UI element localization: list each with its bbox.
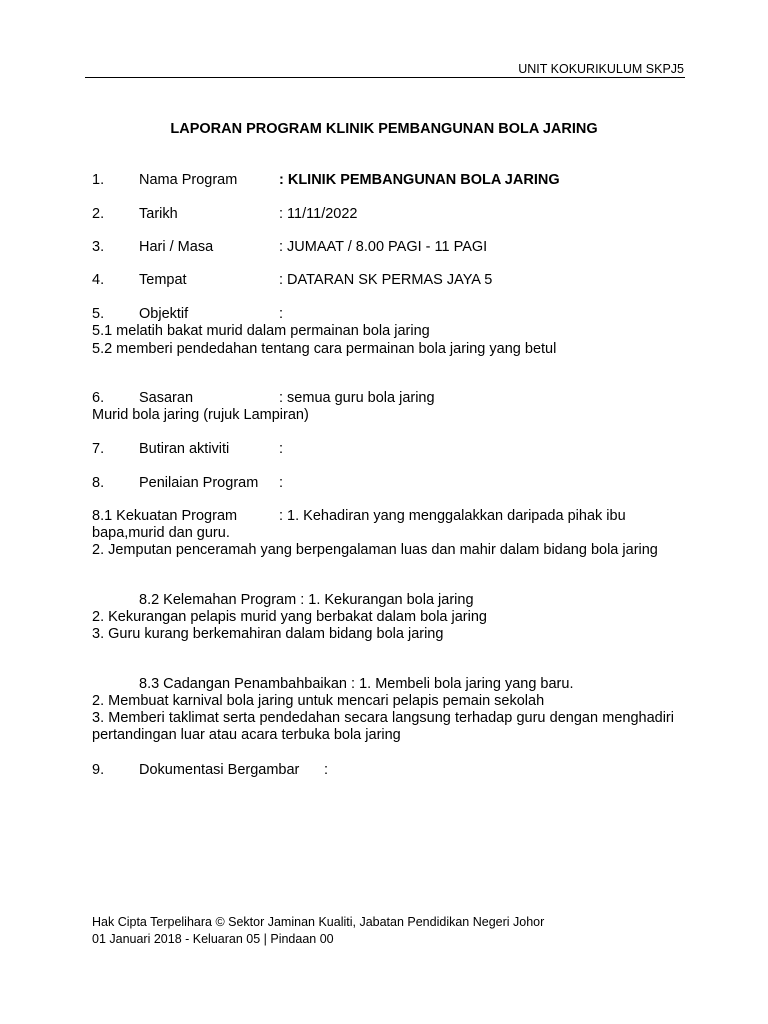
objektif-line-1: 5.1 melatih bakat murid dalam permainan bola jaring	[92, 323, 430, 339]
kekuatan-point-1-cont: bapa,murid dan guru.	[92, 525, 230, 541]
kekuatan-point-1: : 1. Kehadiran yang menggalakkan daripada pihak ibu	[279, 508, 626, 524]
item-9-value: :	[324, 762, 329, 778]
item-8-value: :	[279, 475, 284, 491]
kelemahan-point-2: 2. Kekurangan pelapis murid yang berbakat dalam bola jaring	[92, 609, 487, 625]
item-1-label: Nama Program	[139, 172, 238, 188]
sasaran-continuation: Murid bola jaring (rujuk Lampiran)	[92, 407, 309, 423]
footer-copyright: Hak Cipta Terpelihara © Sektor Jaminan Kualiti, Jabatan Pendidikan Negeri Johor	[92, 915, 545, 929]
item-2-value: : 11/11/2022	[279, 206, 358, 222]
item-4-value: : DATARAN SK PERMAS JAYA 5	[279, 272, 493, 288]
kelemahan-point-3: 3. Guru kurang berkemahiran dalam bidang bola jaring	[92, 626, 444, 642]
item-7-label: Butiran aktiviti	[139, 441, 230, 457]
kekuatan-heading: 8.1 Kekuatan Program	[92, 508, 238, 524]
item-9-number: 9.	[92, 762, 105, 778]
item-3-label: Hari / Masa	[139, 239, 214, 255]
item-2-number: 2.	[92, 206, 105, 222]
item-7-value: :	[279, 441, 284, 457]
cadangan-point-2: 2. Membuat karnival bola jaring untuk mencari pelapis pemain sekolah	[92, 693, 545, 709]
item-5-value: :	[279, 306, 284, 322]
item-2-label: Tarikh	[139, 206, 178, 222]
item-1-value: : KLINIK PEMBANGUNAN BOLA JARING	[279, 172, 560, 188]
item-5-number: 5.	[92, 306, 105, 322]
item-6-number: 6.	[92, 390, 105, 406]
objektif-line-2: 5.2 memberi pendedahan tentang cara permainan bola jaring yang betul	[92, 341, 557, 357]
footer-revision: 01 Januari 2018 - Keluaran 05 | Pindaan 00	[92, 932, 334, 946]
kekuatan-point-2: 2. Jemputan penceramah yang berpengalaman luas dan mahir dalam bidang bola jaring	[92, 542, 658, 558]
item-1-number: 1.	[92, 172, 105, 188]
item-6-value: : semua guru bola jaring	[279, 390, 435, 406]
item-6-label: Sasaran	[139, 390, 194, 406]
item-5-label: Objektif	[139, 306, 189, 322]
cadangan-point-3: 3. Memberi taklimat serta pendedahan secara langsung terhadap guru dengan menghadiri pertandingan luar atau acara terbuka bola jaring	[92, 710, 674, 743]
item-8-number: 8.	[92, 475, 105, 491]
item-3-value: : JUMAAT / 8.00 PAGI - 11 PAGI	[279, 239, 488, 255]
item-7-number: 7.	[92, 441, 105, 457]
item-3-number: 3.	[92, 239, 105, 255]
cadangan-heading: 8.3 Cadangan Penambahbaikan : 1. Membeli bola jaring yang baru.	[139, 676, 574, 692]
kelemahan-heading: 8.2 Kelemahan Program : 1. Kekurangan bola jaring	[139, 592, 474, 608]
item-4-label: Tempat	[139, 272, 187, 288]
item-9-label: Dokumentasi Bergambar	[139, 762, 300, 778]
header-divider	[85, 77, 685, 78]
header-unit-label: UNIT KOKURIKULUM SKPJ5	[518, 62, 684, 76]
item-4-number: 4.	[92, 272, 105, 288]
document-title: LAPORAN PROGRAM KLINIK PEMBANGUNAN BOLA JARING	[170, 121, 598, 137]
item-8-label: Penilaian Program	[139, 475, 259, 491]
